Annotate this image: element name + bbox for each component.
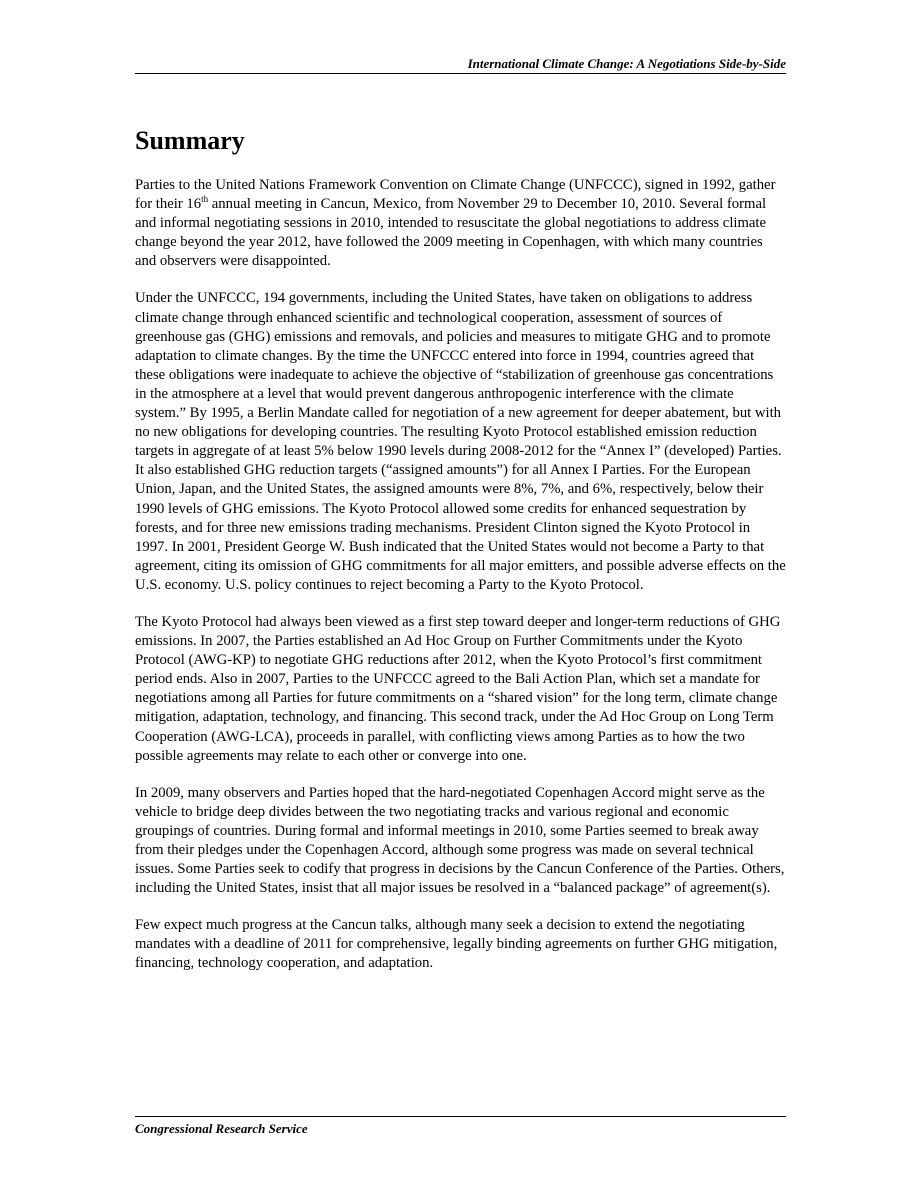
running-footer: Congressional Research Service	[135, 1121, 308, 1136]
paragraph-2: Under the UNFCCC, 194 governments, including the United States, have taken on obligations to address climate change through enhanced scientific and technological cooperation, assessment of sources of greenhouse gas (GHG) emissions and removals, and policies and measures to mitigate GHG and to promote adaptation to climate changes. By the time the UNFCCC entered into force in 1994, countries agreed that these obligations were inadequate to achieve the objective of “stabilization of greenhouse gas concentrations in the atmosphere at a level that would prevent dangerous anthropogenic interference with the climate system.” By 1995, a Berlin Mandate called for negotiation of a new agreement for deeper abatement, but with no new obligations for developing countries. The resulting Kyoto Protocol established emission reduction targets in aggregate of at least 5% below 1990 levels during 2008-2012 for the “Annex I” (developed) Parties. It also established GHG reduction targets (“assigned amounts”) for all Annex I Parties. For the European Union, Japan, and the United States, the assigned amounts were 8%, 7%, and 6%, respectively, below their 1990 levels of GHG emissions. The Kyoto Protocol allowed some credits for enhanced sequestration by forests, and for three new emissions trading mechanisms. President Clinton signed the Kyoto Protocol in 1997. In 2001, President George W. Bush indicated that the United States would not become a Party to that agreement, citing its omission of GHG commitments for all major emitters, and possible adverse effects on the U.S. economy. U.S. policy continues to reject becoming a Party to the Kyoto Protocol.	[135, 290, 786, 593]
paragraph-5: Few expect much progress at the Cancun talks, although many seek a decision to extend the negotiating mandates with a deadline of 2011 for comprehensive, legally binding agreements on further GHG mitigation, financing, technology cooperation, and adaptation.	[135, 917, 778, 972]
footer-rule	[135, 1116, 786, 1117]
paragraph-1-text-b: annual meeting in Cancun, Mexico, from November 29 to December 10, 2010. Several formal and informal negotiating sessions in 2010, intended to resuscitate the global negotiations to address climate change beyond the year 2012, have followed the 2009 meeting in Copenhagen, with which many countries and observers were disappointed.	[135, 196, 767, 270]
paragraph-1	[135, 176, 786, 271]
summary-body	[135, 176, 786, 992]
paragraph-4: In 2009, many observers and Parties hoped that the hard-negotiated Copenhagen Accord might serve as the vehicle to bridge deep divides between the two negotiating tracks and various regional and economic groupings of countries. During formal and informal meetings in 2010, some Parties seemed to break away from their pledges under the Copenhagen Accord, although some progress was made on several technical issues. Some Parties seek to codify that progress in decisions by the Cancun Conference of the Parties. Others, including the United States, insist that all major issues be resolved in a “balanced package” of agreement(s).	[135, 784, 785, 897]
ordinal-suffix: th	[201, 194, 209, 205]
paragraph-3: The Kyoto Protocol had always been viewed as a first step toward deeper and longer-term reductions of GHG emissions. In 2007, the Parties established an Ad Hoc Group on Further Commitments under the Kyoto Protocol (AWG-KP) to negotiate GHG reductions after 2012, when the Kyoto Protocol’s first commitment period ends. Also in 2007, Parties to the UNFCCC agreed to the Bali Action Plan, which set a mandate for negotiations among all Parties for future commitments on a “shared vision” for the long term, climate change mitigation, adaptation, technology, and financing. This second track, under the Ad Hoc Group on Long Term Cooperation (AWG-LCA), proceeds in parallel, with conflicting views among Parties as to how the two possible agreements may relate to each other or converge into one.	[135, 613, 781, 764]
running-header: International Climate Change: A Negotiations Side-by-Side	[467, 56, 786, 71]
paragraph-1-text-a: Parties to the United Nations Framework Convention on Climate Change (UNFCCC), signed in 1992, gather for their 16	[135, 177, 776, 213]
page-title: Summary	[135, 126, 245, 155]
header-rule	[135, 73, 786, 74]
